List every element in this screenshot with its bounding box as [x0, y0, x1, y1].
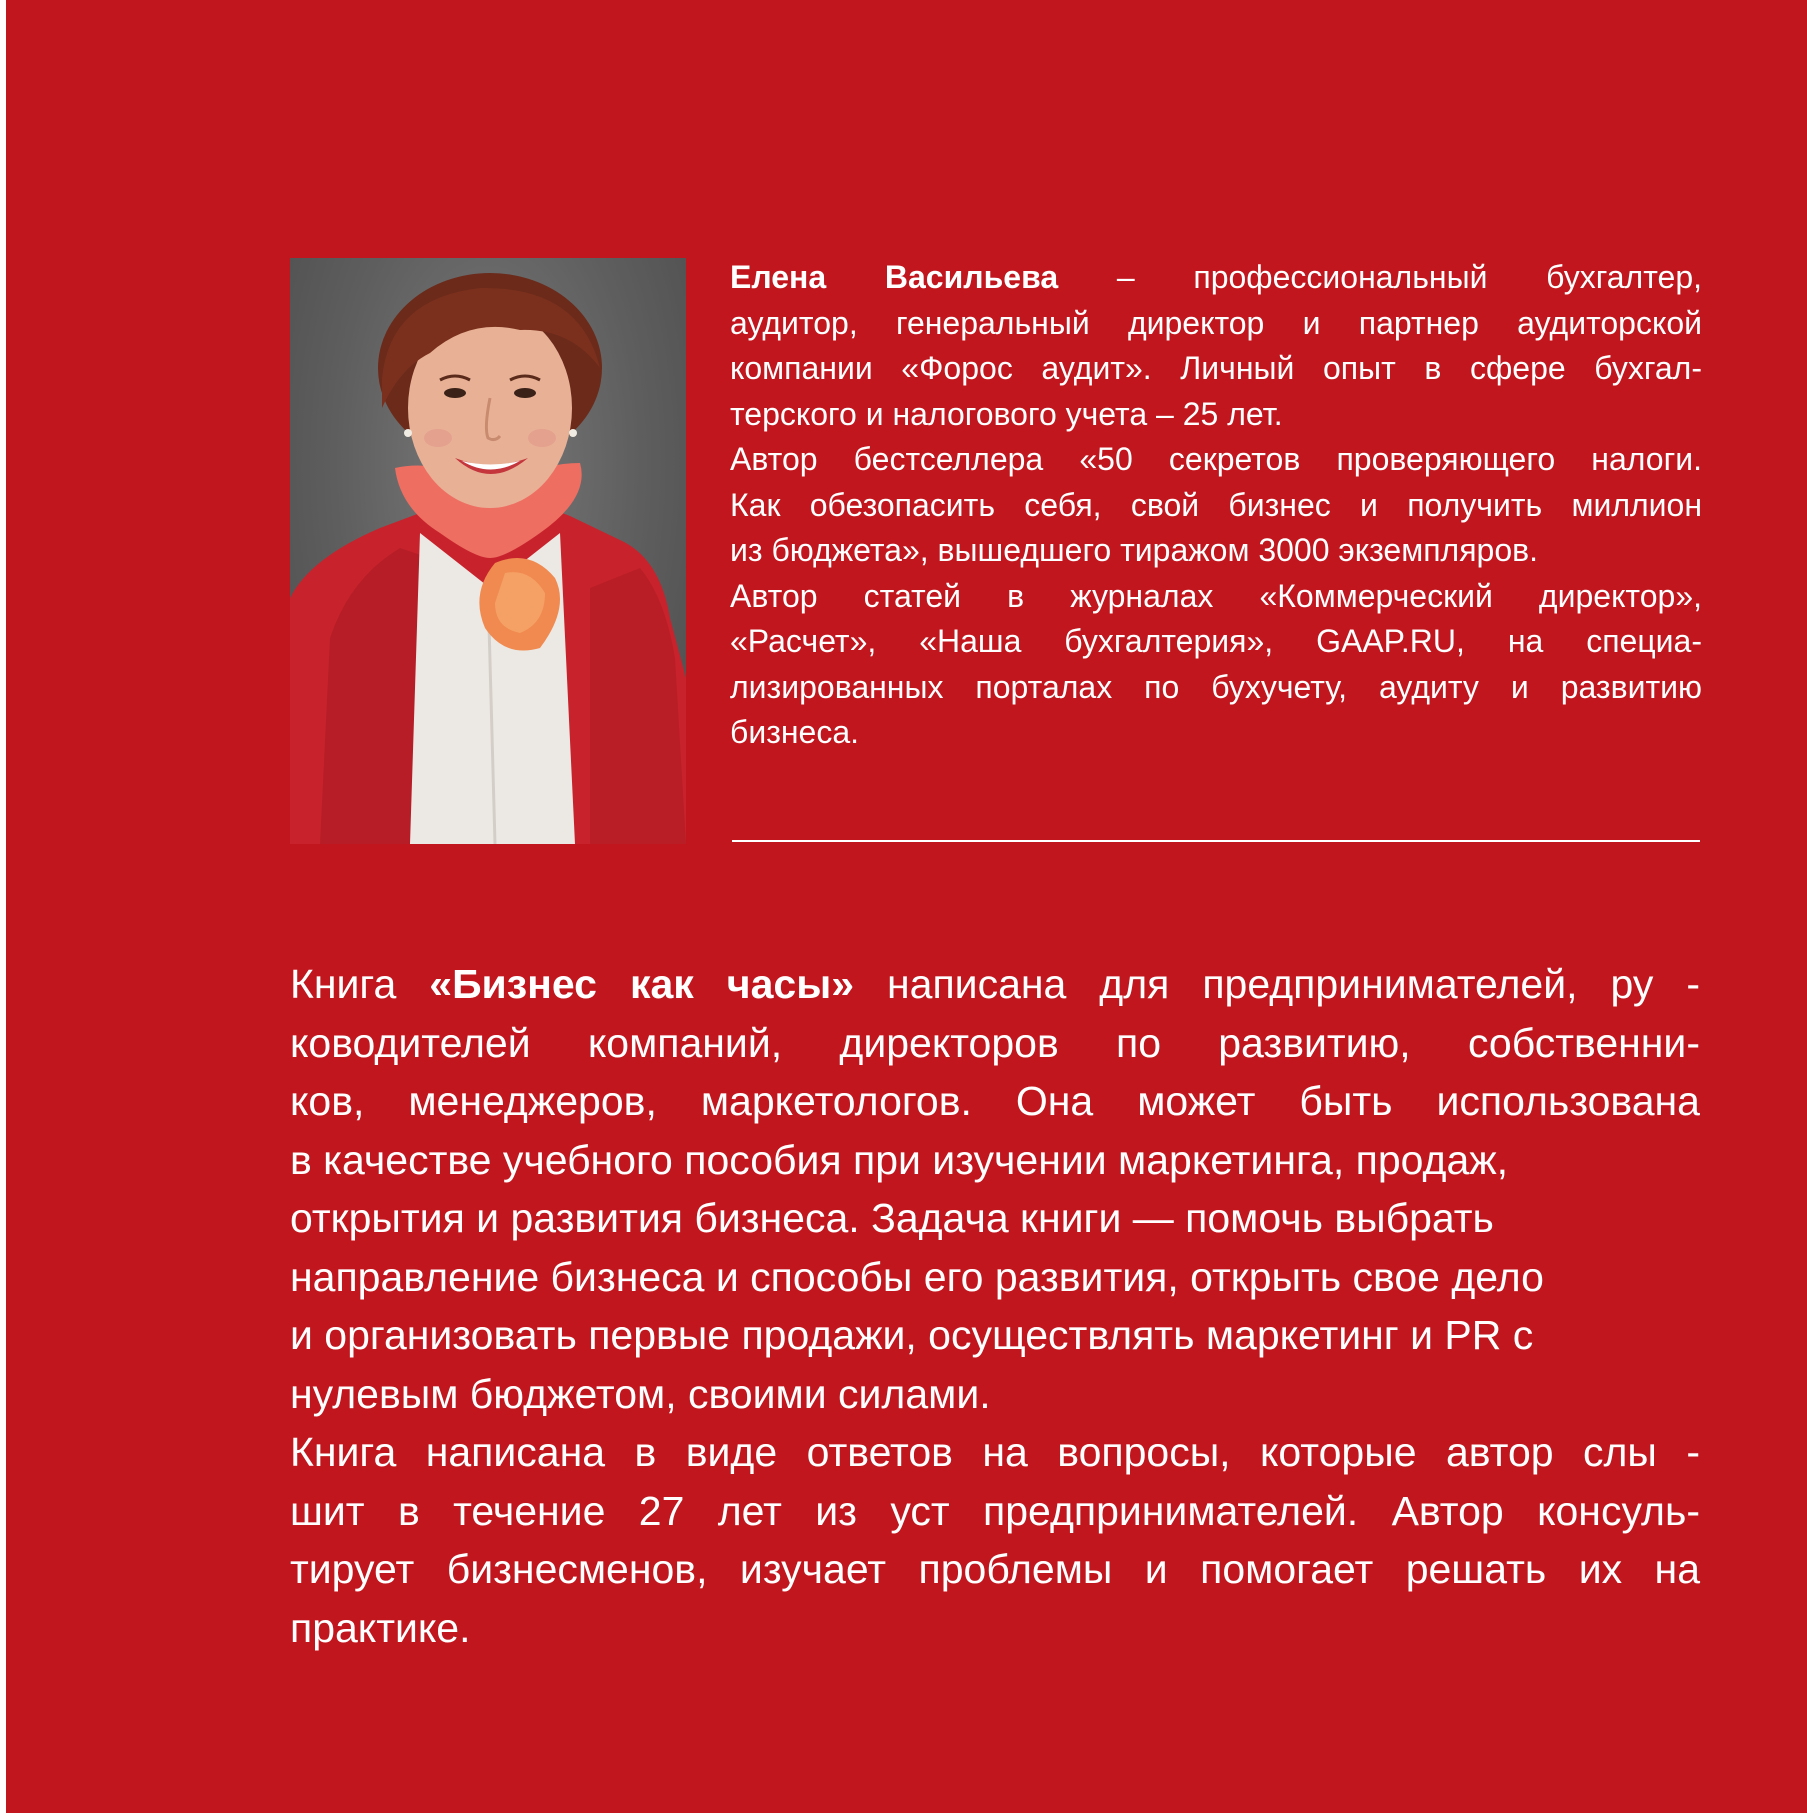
book-description-line: шит в течение 27 лет из уст предпринимателей. Автор консуль- [290, 1487, 1700, 1534]
author-bio-line: лизированных порталах по бухучету, аудиту и развитию [730, 668, 1702, 705]
author-bio-line: Как обезопасить себя, свой бизнес и получить миллион [730, 486, 1702, 523]
book-description-line: нулевым бюджетом, своими силами. [290, 1370, 991, 1417]
back-cover [6, 0, 1807, 1813]
book-description [290, 955, 1700, 1657]
author-bio-line: «Расчет», «Наша бухгалтерия», GAAP.RU, на специа- [730, 623, 1702, 659]
author-bio-line: Автор бестселлера «50 секретов проверяющего налоги. [730, 441, 1702, 477]
book-description-line: ков, менеджеров, маркетологов. Она может быть использована [290, 1078, 1700, 1124]
book-title: «Бизнес как часы» [429, 961, 855, 1007]
book-description-line: открытия и развития бизнеса. Задача книги — помочь выбрать [290, 1195, 1494, 1241]
book-intro-suffix: написана для предпринимателей, ру - [854, 961, 1700, 1007]
author-bio-text: – профессиональный бухгалтер, [1058, 259, 1703, 295]
book-description-line: направление бизнеса и способы его развития, открыть свое дело [290, 1253, 1544, 1300]
author-bio [730, 255, 1702, 756]
book-description-line: и организовать первые продажи, осуществлять маркетинг и PR с [290, 1312, 1534, 1358]
book-description-line: тирует бизнесменов, изучает проблемы и помогает решать их на [290, 1546, 1700, 1592]
book-description-line: ководителей компаний, директоров по развитию, собственни- [290, 1019, 1700, 1066]
book-description-line: Книга написана в виде ответов на вопросы, которые автор слы - [290, 1429, 1700, 1475]
author-bio-line: аудитор, генеральный директор и партнер аудиторской [730, 304, 1702, 341]
author-portrait-image [290, 258, 686, 844]
author-bio-line: терского и налогового учета – 25 лет. [730, 395, 1283, 432]
author-bio-line: из бюджета», вышедшего тиражом 3000 экземпляров. [730, 532, 1539, 568]
author-bio-line: Автор статей в журналах «Коммерческий директор», [730, 577, 1702, 614]
author-bio-line: бизнеса. [730, 714, 860, 750]
book-description-line [290, 955, 1700, 1014]
book-intro-prefix: Книга [290, 961, 430, 1007]
author-bio-line: компании «Форос аудит». Личный опыт в сфере бухгал- [730, 350, 1702, 386]
author-photo [290, 258, 686, 844]
author-name: Елена Васильева [730, 259, 1059, 295]
section-divider [732, 840, 1700, 842]
book-description-line: в качестве учебного пособия при изучении маркетинга, продаж, [290, 1136, 1509, 1183]
author-bio-line [730, 255, 1702, 301]
book-description-line: практике. [290, 1604, 471, 1651]
